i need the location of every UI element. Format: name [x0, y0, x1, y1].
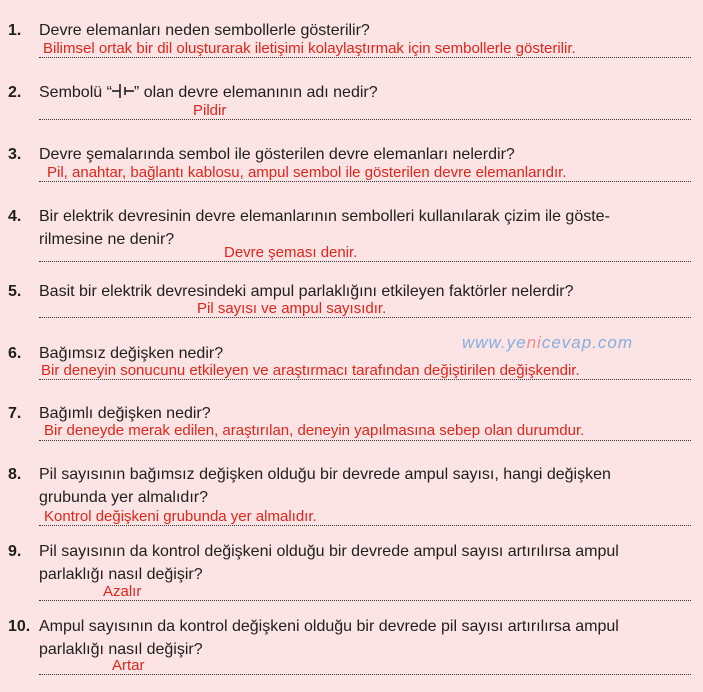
question-text: Pil sayısının bağımsız değişken olduğu bir devrede ampul sayısı, hangi değişken [39, 466, 611, 483]
answer-line [39, 379, 691, 380]
question-text-line-2: parlaklığı nasıl değişir? [39, 566, 203, 583]
watermark: www.yenicevap.com [462, 333, 634, 352]
answer-line [39, 317, 691, 318]
question-text: Bir elektrik devresinin devre elemanlarının sembolleri kullanılarak çizim ile göste- [39, 208, 610, 225]
question-text-line-2: parlaklığı nasıl değişir? [39, 641, 203, 658]
answer-line [39, 440, 691, 441]
answer-text: Devre şeması denir. [224, 244, 358, 261]
question-number: 1. [8, 22, 22, 39]
answer-text: Azalır [103, 583, 142, 600]
question-text: Devre elemanları neden sembollerle gösterilir? [39, 22, 370, 39]
question-number: 9. [8, 543, 22, 560]
question-text: Sembolü “ ” olan devre elemanının adı nedir? [39, 84, 378, 101]
answer-line [39, 600, 691, 601]
answer-line [39, 525, 691, 526]
question-number: 10. [8, 618, 31, 635]
answer-line [39, 119, 691, 120]
question-number: 5. [8, 283, 22, 300]
answer-line [39, 674, 691, 675]
answer-text: Artar [112, 657, 145, 674]
answer-text: Pil sayısı ve ampul sayısıdır. [197, 300, 387, 317]
answer-text: Pildir [193, 102, 227, 119]
question-text: Basit bir elektrik devresindeki ampul parlaklığını etkileyen faktörler nelerdir? [39, 283, 574, 300]
question-number: 2. [8, 84, 22, 101]
answer-text: Bir deneyin sonucunu etkileyen ve araştırmacı tarafından değiştirilen değişkendir. [41, 362, 580, 379]
answer-line [39, 261, 691, 262]
question-number: 4. [8, 208, 22, 225]
answer-text: Bilimsel ortak bir dil oluşturarak iletişimi kolaylaştırmak için sembollerle gösterilir. [43, 40, 576, 57]
answer-line [39, 181, 691, 182]
answer-text: Pil, anahtar, bağlantı kablosu, ampul sembol ile gösterilen devre elemanlarıdır. [47, 164, 567, 181]
question-text-line-2: grubunda yer almalıdır? [39, 489, 208, 506]
question-number: 3. [8, 146, 22, 163]
answer-line [39, 57, 691, 58]
question-number: 6. [8, 345, 22, 362]
question-number: 8. [8, 466, 22, 483]
question-text: Devre şemalarında sembol ile gösterilen devre elemanları nelerdir? [39, 146, 515, 163]
question-number: 7. [8, 405, 22, 422]
question-text: Pil sayısının da kontrol değişkeni olduğu bir devrede ampul sayısı artırılırsa ampul [39, 543, 619, 560]
answer-text: Kontrol değişkeni grubunda yer almalıdır. [44, 508, 317, 525]
question-text-line-2: rilmesine ne denir? [39, 231, 175, 248]
answer-text: Bir deneyde merak edilen, araştırılan, deneyin yapılmasına sebep olan durumdur. [44, 422, 585, 439]
battery-cell-symbol-icon [112, 83, 134, 99]
question-text: Bağımlı değişken nedir? [39, 405, 211, 422]
question-text: Ampul sayısının da kontrol değişkeni olduğu bir devrede pil sayısı artırılırsa ampul [39, 618, 619, 635]
question-text: Bağımsız değişken nedir? [39, 345, 224, 362]
